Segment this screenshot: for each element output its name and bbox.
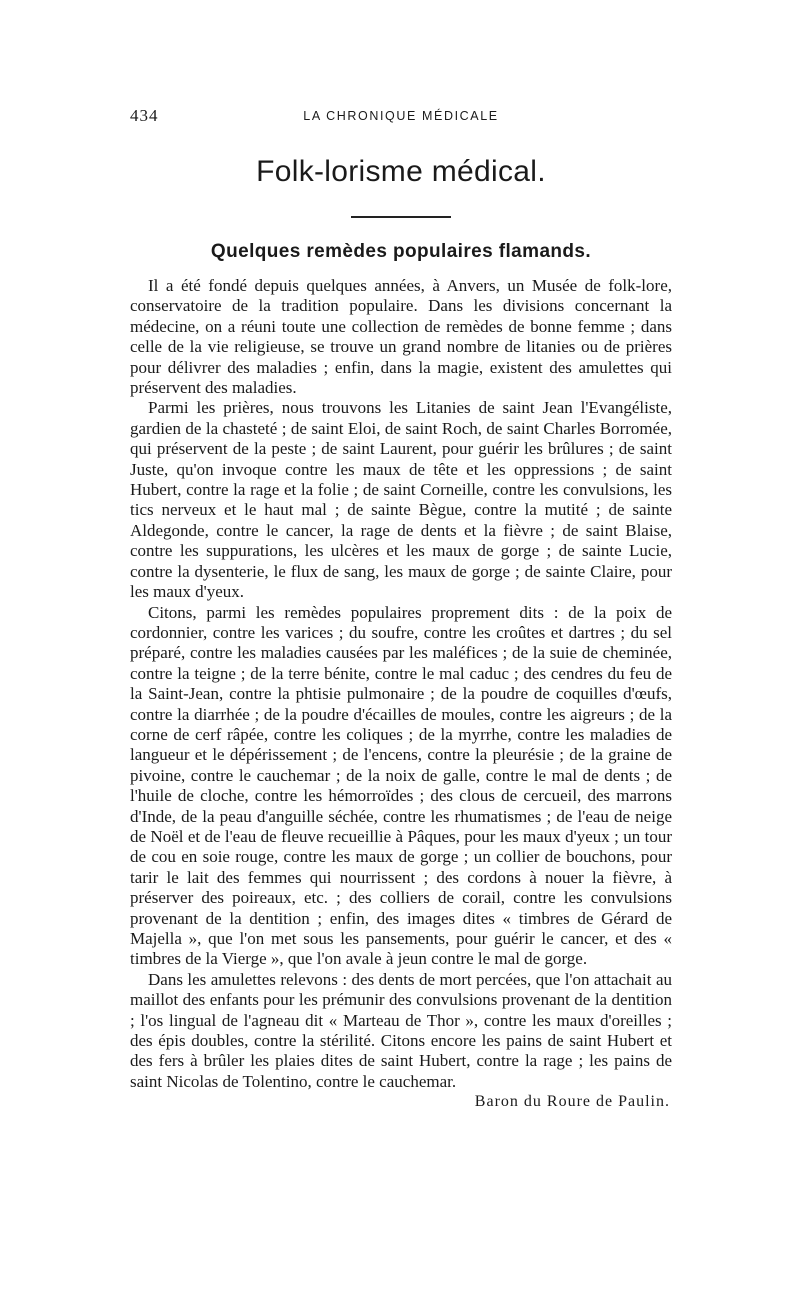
document-page <box>130 100 672 1112</box>
paragraph: Dans les amulettes relevons : des dents de mort percées, que l'on attachait au maillot des enfants pour les prémunir des convulsions provenant de la dentition ; l'os lingual de l'agneau dit « Marteau de Thor », contre les maux d'oreilles ; des épis doubles, contre la stérilité. Citons encore les pains de saint Hubert et des fers à brûler les plaies dites de saint Hubert, contre la rage ; les pains de saint Nicolas de Tolentino, contre le cauchemar. <box>130 969 672 1091</box>
article-body <box>130 276 672 1092</box>
title-divider <box>351 216 451 218</box>
paragraph: Parmi les prières, nous trouvons les Litanies de saint Jean l'Evangéliste, gardien de la chasteté ; de saint Eloi, de saint Roch, de saint Charles Borromée, qui préservent de la peste ; de saint Laurent, pour guérir les brûlures ; de saint Juste, qu'on invoque contre les maux de tête et les oppressions ; de saint Hubert, contre la rage et la folie ; de saint Corneille, contre les convulsions, les tics nerveux et le haut mal ; de sainte Bègue, contre la mutité ; de sainte Aldegonde, contre le cancer, la rage de dents et la fièvre ; de saint Blaise, contre les suppurations, les ulcères et les maux de gorge ; de sainte Lucie, contre la dysenterie, le flux de sang, les maux de gorge ; de sainte Claire, pour les maux d'yeux. <box>130 398 672 602</box>
page-number: 434 <box>130 106 159 125</box>
article-title: Folk-lorisme médical. <box>256 155 546 188</box>
paragraph: Citons, parmi les remèdes populaires proprement dits : de la poix de cordonnier, contre les varices ; du soufre, contre les croûtes et dartres ; du sel préparé, contre les maladies causées par les maléfices ; de la suie de cheminée, contre la teigne ; de la terre bénite, contre le mal caduc ; des cendres du feu de la Saint-Jean, contre la phtisie pulmonaire ; de la poudre de coquilles d'œufs, contre la diarrhée ; de la poudre d'écailles de moules, contre les aigreurs ; de la corne de cerf râpée, contre les coliques ; de la myrrhe, contre les maladies de langueur et le dépérissement ; de l'encens, contre la pleurésie ; de la graine de pivoine, contre le cauchemar ; de la noix de galle, contre le mal de dents ; de l'huile de cloche, contre les hémorroïdes ; des clous de cercueil, des marrons d'Inde, de la peau d'anguille séchée, contre les rhumatismes ; de l'eau de neige de Noël et de l'eau de fleuve recueillie à Pâques, pour les maux d'yeux ; un tour de cou en soie rouge, contre les maux de gorge ; un collier de bouchons, pour tarir le lait des femmes qui nourrissent ; des cordons à nouer la fièvre, à préserver des poireaux, etc. ; des colliers de corail, contre les convulsions provenant de la dentition ; enfin, des images dites « timbres de Gérard de Majella », que l'on met sous les pansements, pour guérir le cancer, et des « timbres de la Vierge », que l'on avale à jeun contre le mal de gorge. <box>130 602 672 969</box>
paragraph: Il a été fondé depuis quelques années, à Anvers, un Musée de folk-lore, conservatoire de la tradition populaire. Dans les divisions concernant la médecine, on a réuni toute une collection de remèdes de bonne femme ; dans celle de la vie religieuse, se trouve un grand nombre de litanies ou de prières pour délivrer des maladies ; enfin, dans la magie, existent des amulettes qui préservent des maladies. <box>130 276 672 398</box>
author-signature: Baron du Roure de Paulin. <box>474 1093 670 1111</box>
running-head: LA CHRONIQUE MÉDICALE <box>303 109 499 123</box>
page-header <box>130 100 672 130</box>
article-subtitle: Quelques remèdes populaires flamands. <box>210 241 592 262</box>
